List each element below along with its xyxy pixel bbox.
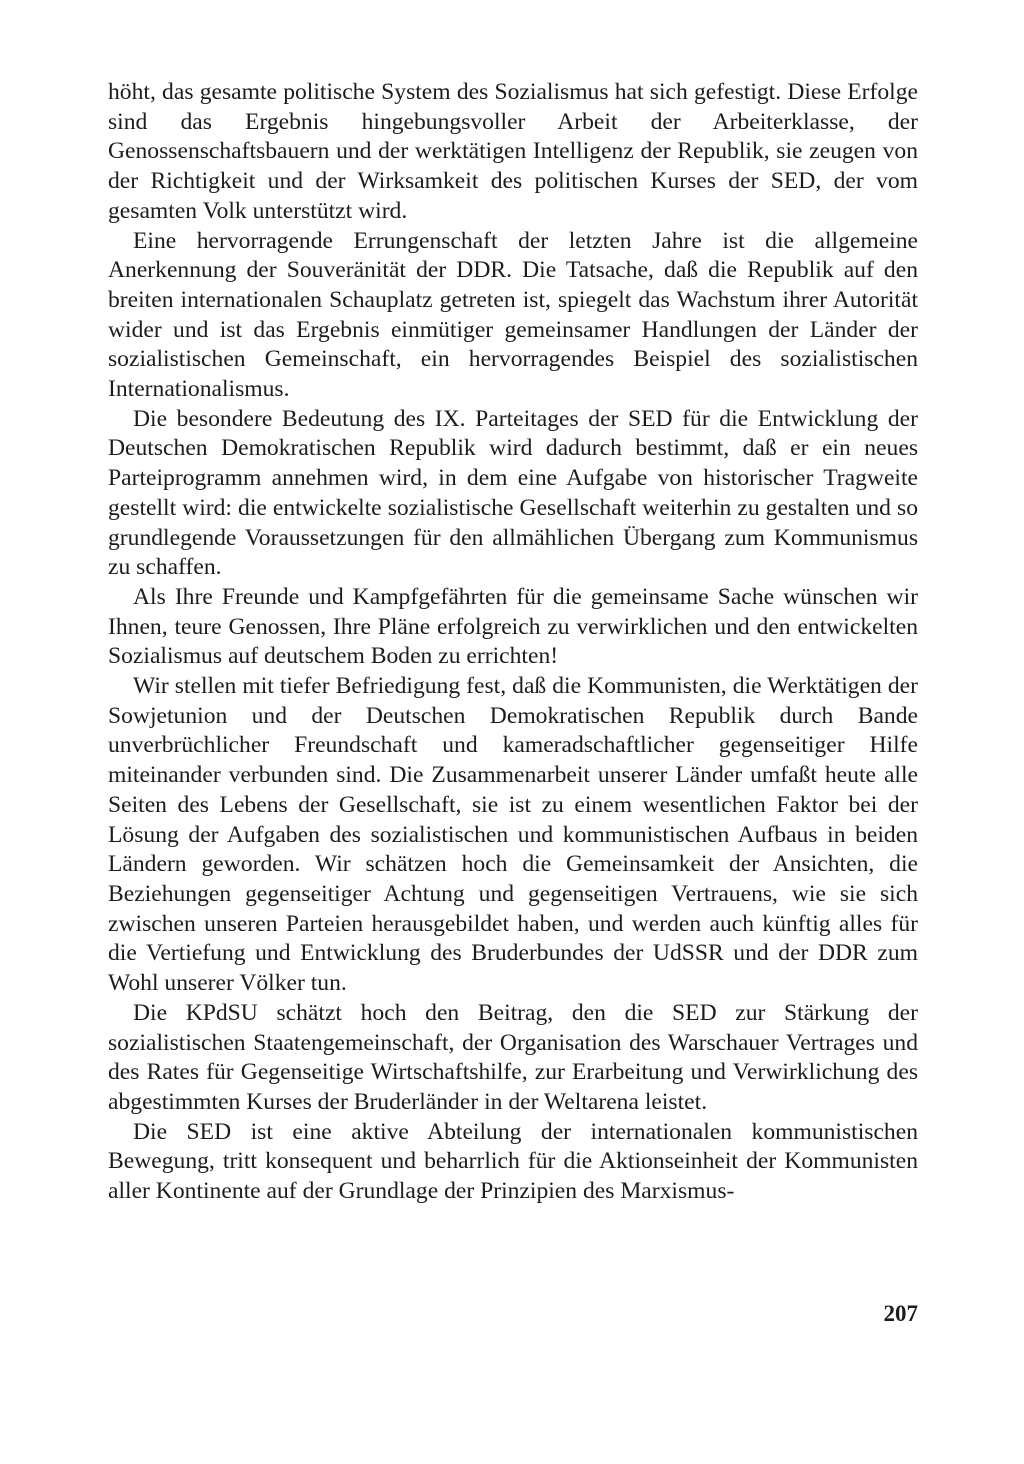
paragraph-6: Die KPdSU schätzt hoch den Beitrag, den die SED zur Stärkung der sozialistischen Staatengemeinschaft, der Organisation des Warschauer Vertrages und des Rates für Gegenseitige Wirtschaftshilfe, zur Erarbeitung und Verwirklichung des abgestimmten Kurses der Bruderländer in der Weltarena leistet. (108, 999, 918, 1115)
paragraph-7: Die SED ist eine aktive Abteilung der internationalen kommunistischen Bewegung, tritt konsequent und beharrlich für die Aktionseinheit der Kommunisten aller Kontinente auf der Grundlage der Prinzipien des Marxismus- (108, 1118, 918, 1205)
page-body (108, 78, 918, 1207)
paragraph-1: höht, das gesamte politische System des Sozialismus hat sich gefestigt. Diese Erfolge sind das Ergebnis hingebungsvoller Arbeit der Arbeiterklasse, der Genossenschaftsbauern und der werktätigen Intelligenz der Republik, sie zeugen von der Richtigkeit und der Wirksamkeit des politischen Kurses der SED, der vom gesamten Volk unterstützt wird. (108, 79, 918, 224)
paragraph-4: Als Ihre Freunde und Kampfgefährten für die gemeinsame Sache wünschen wir Ihnen, teure Genossen, Ihre Pläne erfolgreich zu verwirklichen und den entwickelten Sozialismus auf deutschem Boden zu errichten! (108, 583, 918, 670)
paragraph-3: Die besondere Bedeutung des IX. Parteitages der SED für die Entwicklung der Deutschen Demokratischen Republik wird dadurch bestimmt, daß er ein neues Parteiprogramm annehmen wird, in dem eine Aufgabe von historischer Tragweite gestellt wird: die entwickelte sozialistische Gesellschaft weiterhin zu gestalten und so grundlegende Voraussetzungen für den allmählichen Übergang zum Kommunismus zu schaffen. (108, 405, 918, 581)
page-number: 207 (883, 1301, 918, 1326)
paragraph-2: Eine hervorragende Errungenschaft der letzten Jahre ist die allgemeine Anerkennung der Souveränität der DDR. Die Tatsache, daß die Republik auf den breiten internationalen Schauplatz getreten ist, spiegelt das Wachstum ihrer Autorität wider und ist das Ergebnis einmütiger gemeinsamer Handlungen der Länder der sozialistischen Gemeinschaft, ein hervorragendes Beispiel des sozialistischen Internationalismus. (108, 227, 918, 403)
paragraph-5: Wir stellen mit tiefer Befriedigung fest, daß die Kommunisten, die Werktätigen der Sowjetunion und der Deutschen Demokratischen Republik durch Bande unverbrüchlicher Freundschaft und kameradschaftlicher gegenseitiger Hilfe miteinander verbunden sind. Die Zusammenarbeit unserer Länder umfaßt heute alle Seiten des Lebens der Gesellschaft, sie ist zu einem wesentlichen Faktor bei der Lösung der Aufgaben des sozialistischen und kommunistischen Aufbaus in beiden Ländern geworden. Wir schätzen hoch die Gemeinsamkeit der Ansichten, die Beziehungen gegenseitiger Achtung und gegenseitigen Vertrauens, wie sie sich zwischen unseren Parteien herausgebildet haben, und werden auch künftig alles für die Vertiefung und Entwicklung des Bruderbundes der UdSSR und der DDR zum Wohl unserer Völker tun. (108, 673, 918, 997)
